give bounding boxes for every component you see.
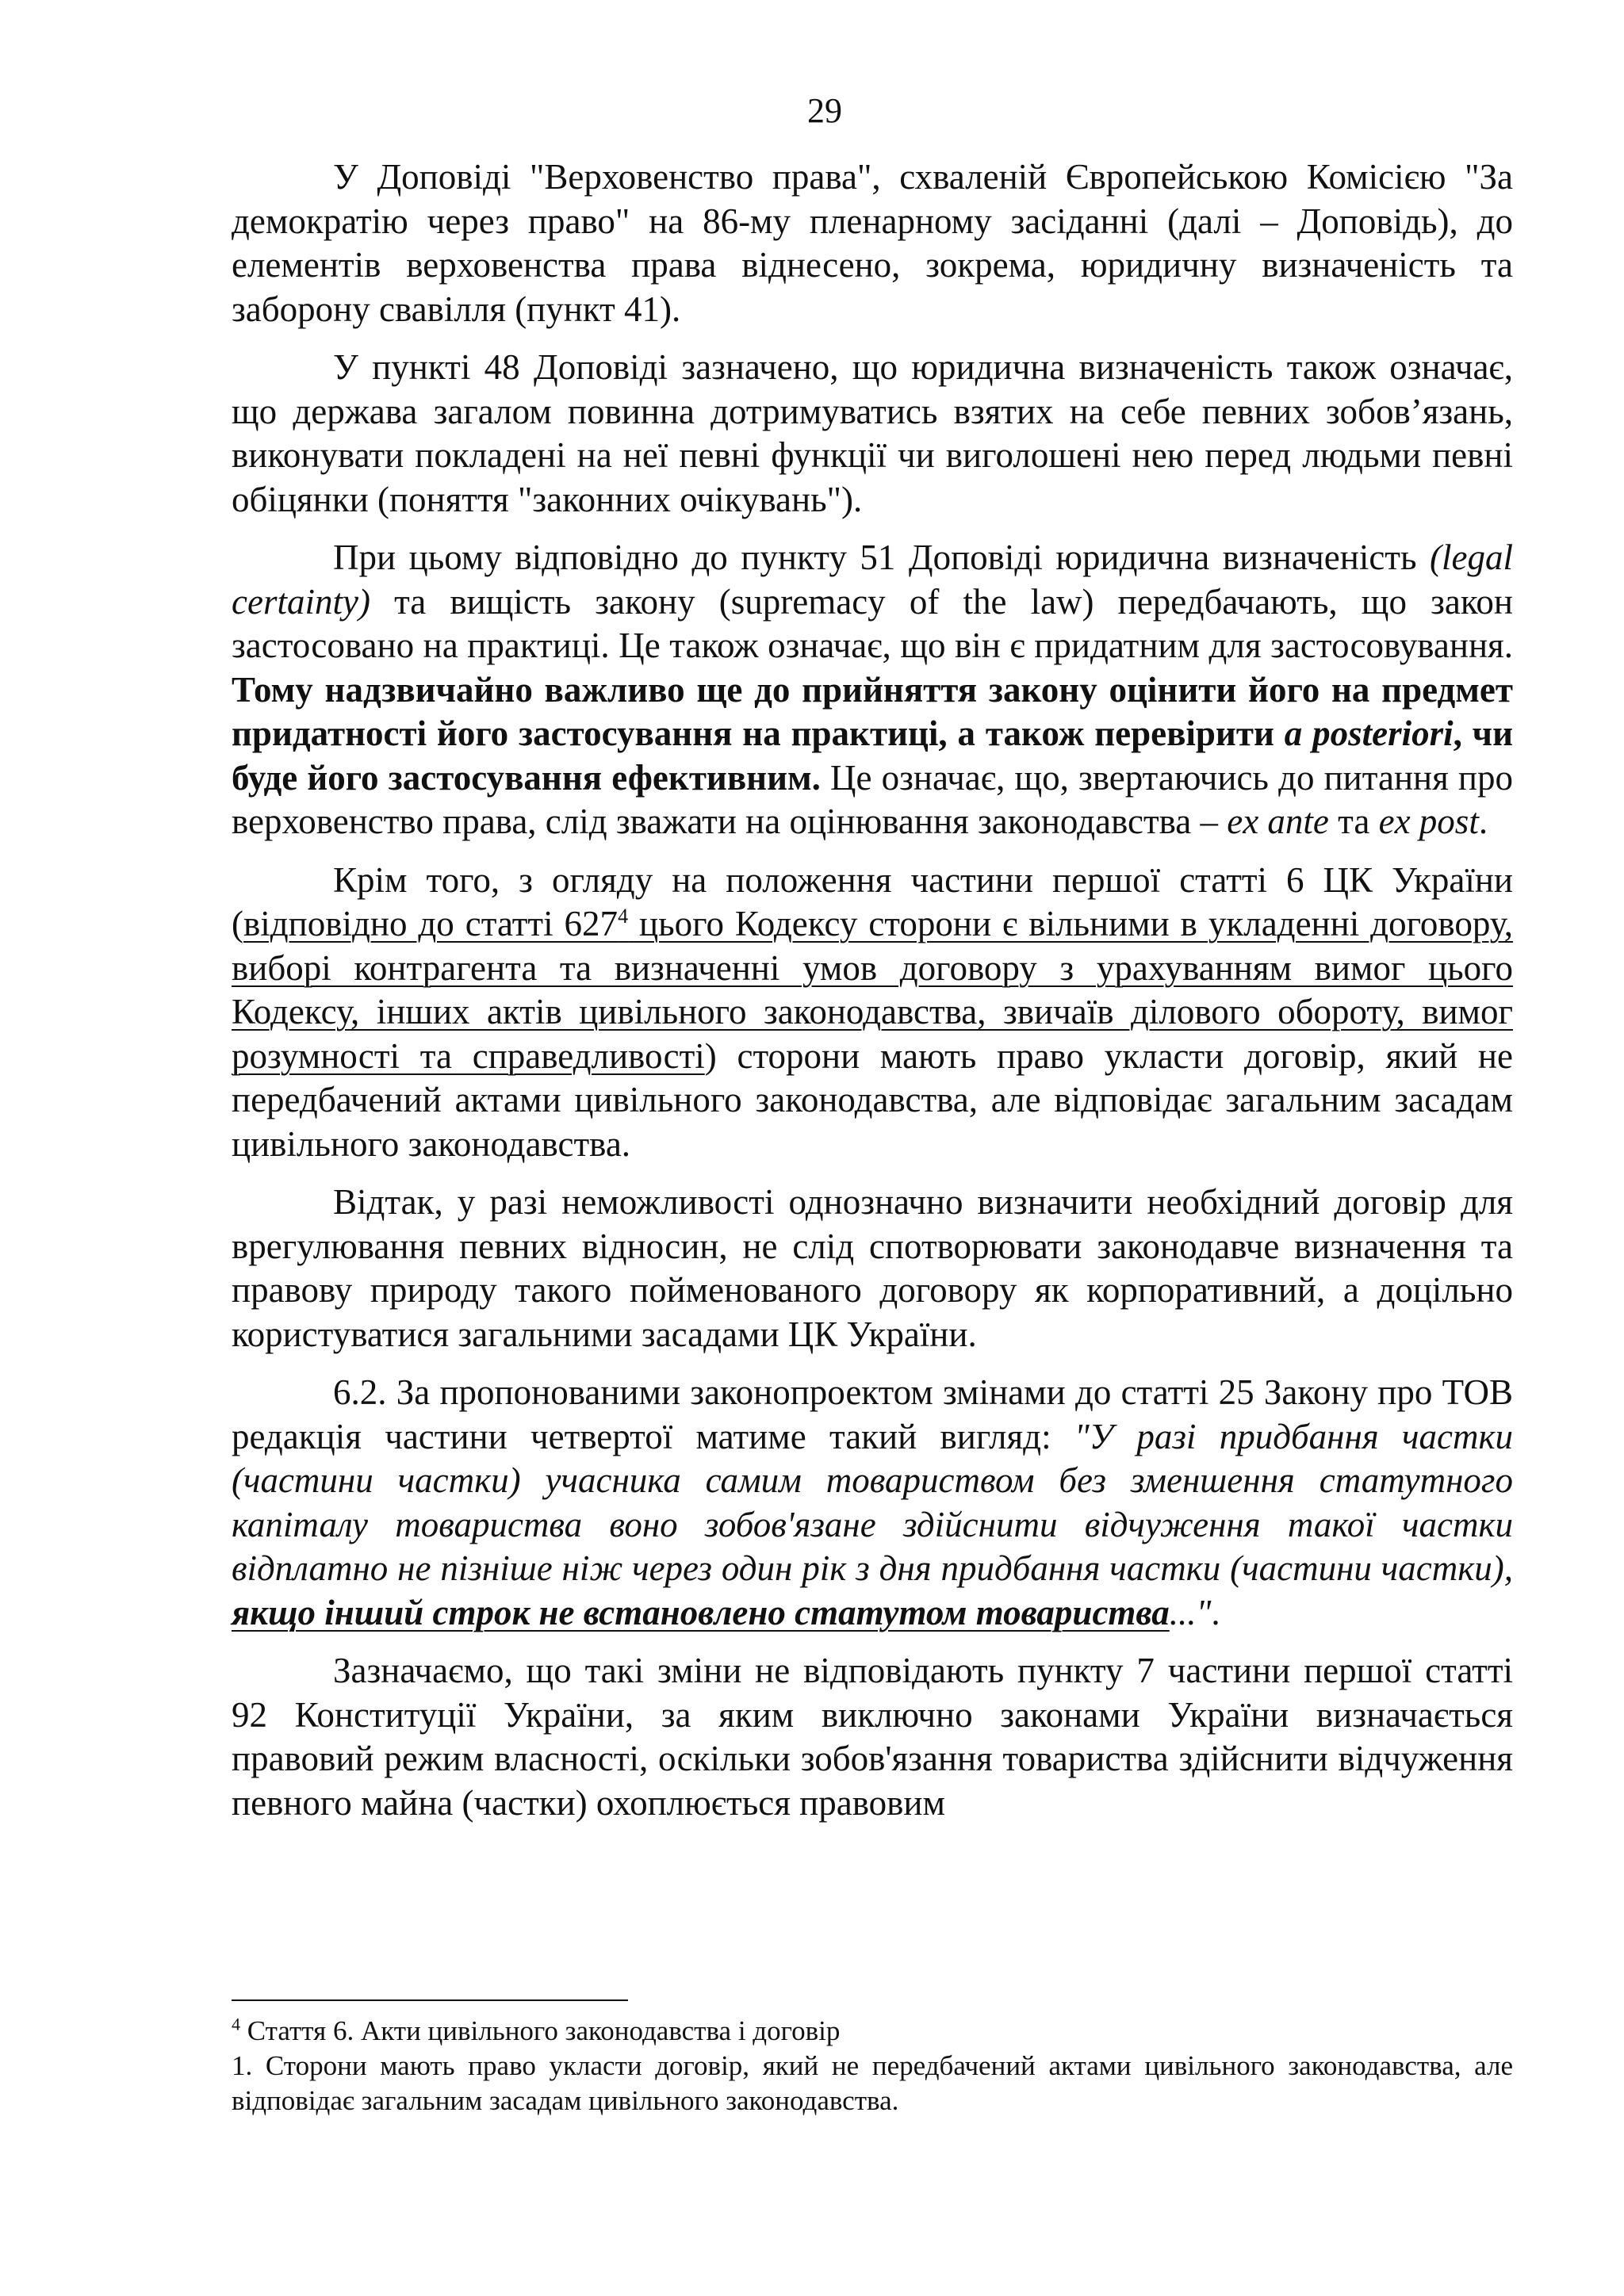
paragraph-6-text: . — [1211, 1592, 1220, 1632]
statute-exception: якщо інший строк не встановлено статутом товариства — [232, 1592, 1170, 1632]
paragraph-6 — [232, 1371, 1513, 1635]
footnote-title-text: Стаття 6. Акти цивільного законодавства і договір — [240, 2015, 841, 2046]
footnote-mark: 4 — [232, 2014, 240, 2034]
paragraph-3-text: При цьому відповідно до пункту 51 Доповіді юридична визначеність — [333, 538, 1431, 577]
paragraph-3-text: та — [1328, 802, 1379, 841]
underlined-quote-text: цього Кодексу сторони є вільними в укладенні договору, виборі контрагента та визначенні умов договору з урахуванням вимог цього Кодексу, інших актів цивільного законодавства, звичаїв ділового обороту, вимог розумності та справедливості — [232, 904, 1513, 1076]
paragraph-2: У пункті 48 Доповіді зазначено, що юридична визначеність також означає, що держава загалом повинна дотримуватись взятих на себе певних зобов’язань, виконувати покладені на неї певні функції чи виголошені нею перед людьми певні обіцянки (поняття "законних очікувань"). — [232, 347, 1513, 519]
paragraph-4-text: Крім того, з огляду на положення частини першої статті 6 ЦК України ( — [232, 859, 1513, 943]
footnote-reference[interactable]: 4 — [618, 905, 629, 928]
page-number: 29 — [807, 91, 842, 130]
paragraph-3-text: та вищість закону (supremacy of the law) передбачають, що закон застосовано на практиці. Це також означає, що він є придатним для застосовування. — [232, 581, 1513, 665]
paragraph-5: Відтак, у разі неможливості однозначно визначити необхідний договір для врегулювання певних відносин, не слід спотворювати законодавче визначення та правову природу такого пойменованого договору як корпоративний, а доцільно користуватися загальними засадами ЦК України. — [232, 1182, 1513, 1354]
paragraph-7: Зазначаємо, що такі зміни не відповідають пункту 7 частини першої статті 92 Конституції України, за яким виключно законами України визначається правовий режим власності, оскільки зобов'язання товариства здійснити відчуження певного майна (частки) охоплюється правовим — [232, 1651, 1513, 1823]
footnotes — [232, 2014, 1513, 2118]
a-posteriori-term: a posteriori — [1284, 714, 1454, 753]
paragraph-1: У Доповіді "Верховенство права", схваленій Європейською Комісією "За демократію через право" на 86-му пленарному засіданні (далі – Доповідь), до елементів верховенства права віднесено, зокрема, юридичну визначеність та заборону свавілля (пункт 41). — [232, 157, 1513, 329]
ex-ante-term: ex ante — [1227, 802, 1329, 841]
footnote-body: 1. Сторони мають право укласти договір, який не передбачений актами цивільного законодавства, але відповідає загальним засадам цивільного законодавства. — [232, 2050, 1513, 2116]
paragraph-3-text: Це означає, що, звертаючись до питання про верховенство права, слід зважати на оцінювання законодавства – — [232, 757, 1514, 841]
quoted-provision-end: ..." — [1169, 1592, 1212, 1632]
underlined-quote-text: відповідно до статті 627 — [243, 904, 619, 943]
paragraph-4 — [232, 859, 1513, 1167]
paragraph-3-text: . — [1478, 802, 1488, 841]
emphasis-bold: Тому надзвичайно важливо ще до прийняття закону оцінити його на предмет придатності його застосування на практиці, а також перевірити — [232, 669, 1513, 753]
emphasis-bold-italic-underlined — [232, 1593, 1170, 1632]
footnote-title — [232, 2014, 1513, 2049]
quoted-provision: "У разі придбання частки (частини частки) учасника самим товариством без зменшення статутного капіталу товариства воно зобов'язане здійснити відчуження такої частки відплатно не пізніше ніж через один рік з дня придбання частки (частини частки), — [232, 1416, 1513, 1588]
document-body — [232, 155, 1513, 1825]
paragraph-3 — [232, 536, 1513, 844]
footnote-divider — [232, 1999, 628, 2001]
paragraph-6-text: 6.2. За пропонованими законопроектом змінами до статті 25 Закону про ТОВ редакція частини четвертої матиме такий вигляд: — [232, 1372, 1513, 1456]
legal-certainty-term: (legal certainty) — [232, 538, 1513, 622]
emphasis-bold-italic — [1285, 714, 1454, 753]
emphasis-bold: , чи буде його застосування ефективним. — [232, 714, 1513, 798]
ex-post-term: ex post — [1378, 802, 1479, 841]
paragraph-4-text: ) сторони мають право укласти договір, який не передбачений актами цивільного законодавства, але відповідає загальним засадам цивільного законодавства. — [232, 1035, 1513, 1164]
